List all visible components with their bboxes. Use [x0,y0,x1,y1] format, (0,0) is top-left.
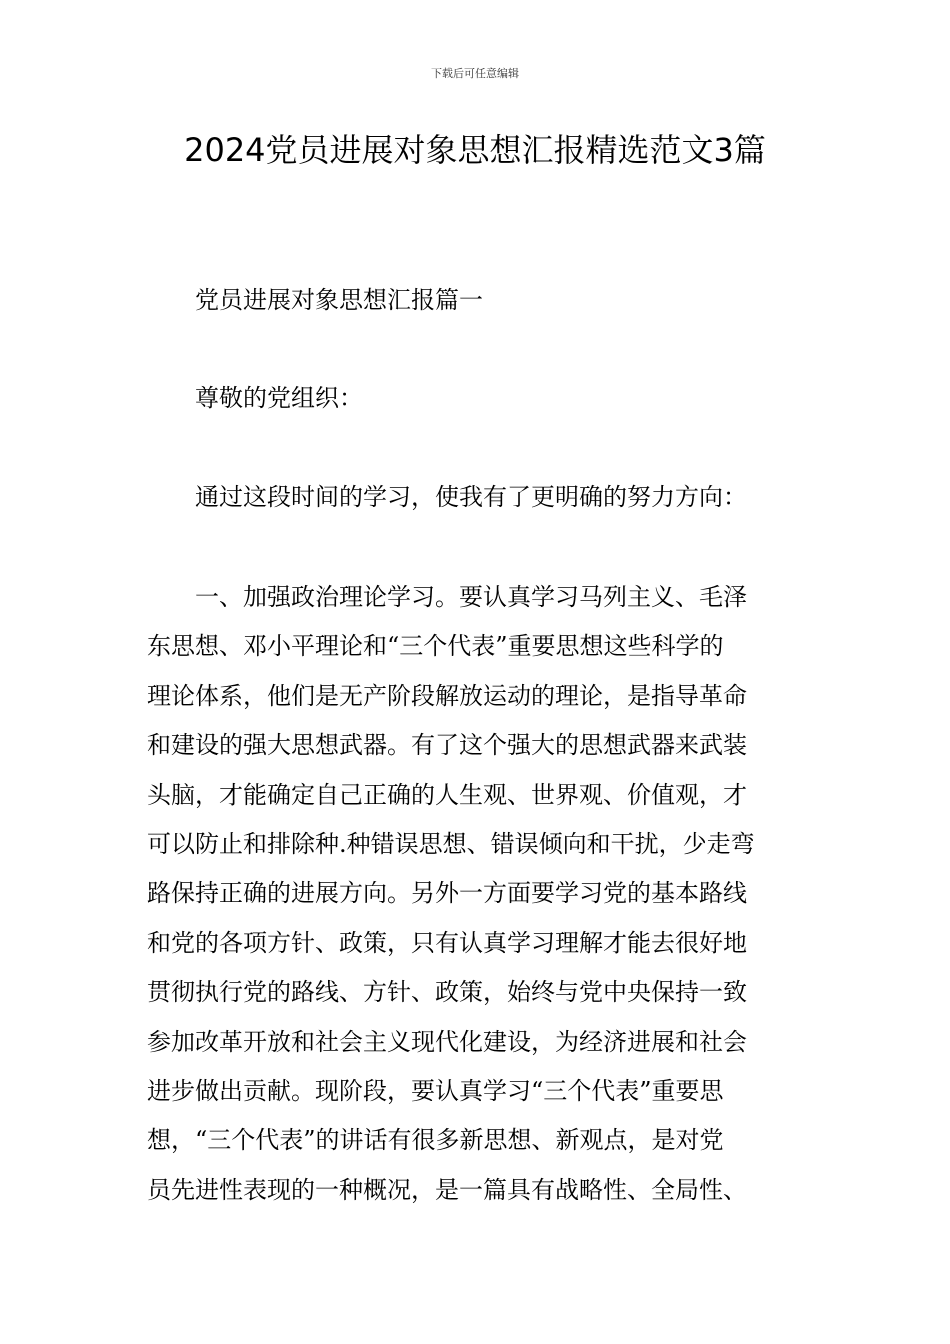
paragraph-line: 想，“三个代表”的讲话有很多新思想、新观点，是对党 [147,1126,724,1155]
paragraph-line: 参加改革开放和社会主义现代化建设，为经济进展和社会 [147,1027,747,1056]
paragraph-line: 理论体系，他们是无产阶段解放运动的理论，是指导革命 [147,681,747,710]
paragraph-line: 和党的各项方针、政策，只有认真学习理解才能去很好地 [147,928,747,957]
document-title: 2024党员进展对象思想汇报精选范文3篇 [184,131,766,169]
paragraph-line: 路保持正确的进展方向。另外一方面要学习党的基本路线 [147,879,747,908]
paragraph-line: 可以防止和排除种.种错误思想、错误倾向和干扰，少走弯 [147,829,755,858]
header-note: 下载后可任意编辑 [431,67,519,80]
paragraph-line: 一、加强政治理论学习。要认真学习马列主义、毛泽 [195,583,747,611]
intro-line: 通过这段时间的学习，使我有了更明确的努力方向： [195,483,747,511]
paragraph-line: 进步做出贡献。现阶段，要认真学习“三个代表”重要思 [147,1076,724,1105]
body-paragraph [147,581,807,1223]
paragraph-line: 和建设的强大思想武器。有了这个强大的思想武器来武装 [147,731,747,760]
paragraph-line: 头脑，才能确定自己正确的人生观、世界观、价值观，才 [147,780,747,809]
salutation: 尊敬的党组织： [195,384,363,412]
paragraph-line: 贯彻执行党的路线、方针、政策，始终与党中央保持一致 [147,978,747,1007]
paragraph-line: 员先进性表现的一种概况，是一篇具有战略性、全局性、 [147,1175,747,1204]
paragraph-line: 东思想、邓小平理论和“三个代表”重要思想这些科学的 [147,632,724,661]
section-heading: 党员进展对象思想汇报篇一 [195,286,483,314]
